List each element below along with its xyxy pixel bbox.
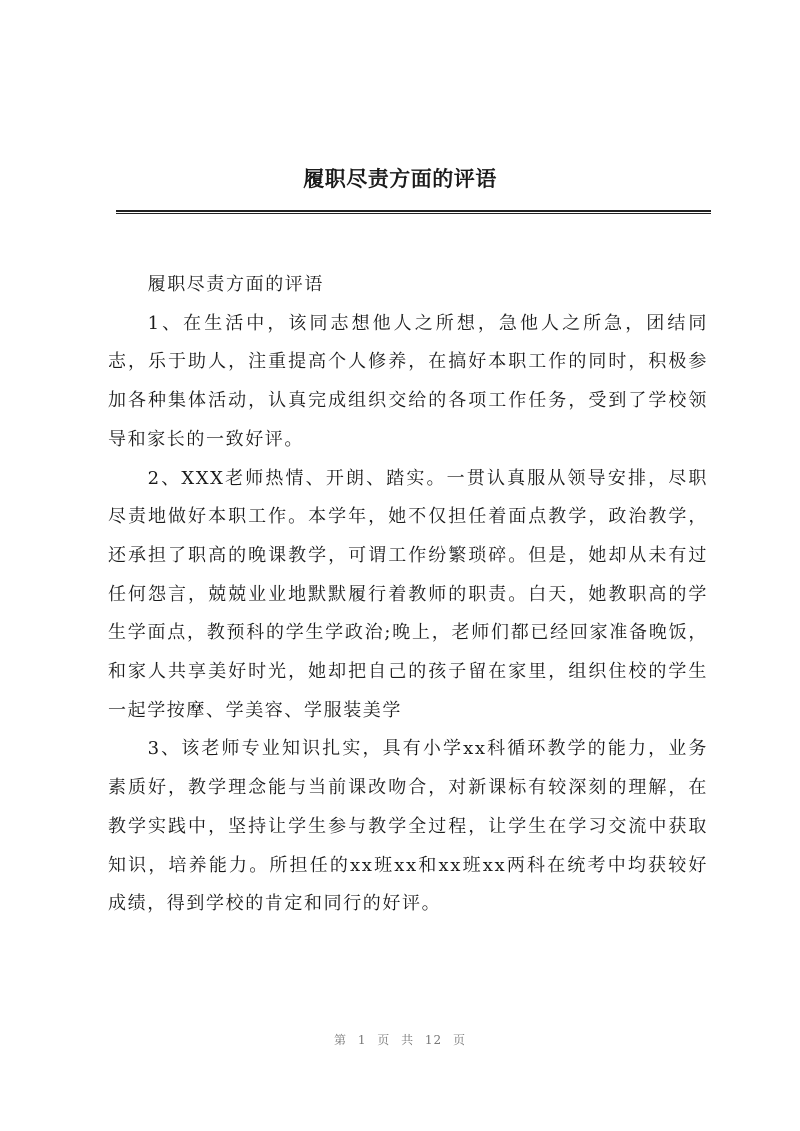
document-body	[108, 266, 708, 924]
paragraph-2: 2、XXX老师热情、开朗、踏实。一贯认真服从领导安排，尽职尽责地做好本职工作。本学年，她不仅担任着面点教学，政治教学，还承担了职高的晚课教学，可谓工作纷繁琐碎。但是，她却从未有过任何怨言，兢兢业业地默默履行着教师的职责。白天，她教职高的学生学面点，教预科的学生学政治;晚上，老师们都已经回家准备晚饭，和家人共享美好时光，她却把自己的孩子留在家里，组织住校的学生一起学按摩、学美容、学服装美学	[108, 467, 708, 721]
paragraph-1: 1、在生活中，该同志想他人之所想，急他人之所急，团结同志，乐于助人，注重提高个人修养，在搞好本职工作的同时，积极参加各种集体活动，认真完成组织交给的各项工作任务，受到了学校领导和家长的一致好评。	[108, 312, 708, 450]
paragraph-3: 3、该老师专业知识扎实，具有小学xx科循环教学的能力，业务素质好，教学理念能与当前课改吻合，对新课标有较深刻的理解，在教学实践中，坚持让学生参与教学全过程，让学生在学习交流中获取知识，培养能力。所担任的xx班xx和xx班xx两科在统考中均获较好成绩，得到学校的肯定和同行的好评。	[108, 738, 708, 915]
page-title: 履职尽责方面的评语	[303, 166, 497, 191]
intro-line: 履职尽责方面的评语	[147, 274, 324, 295]
title-divider	[116, 210, 711, 214]
page-footer: 第 1 页 共 12 页	[334, 1033, 466, 1047]
